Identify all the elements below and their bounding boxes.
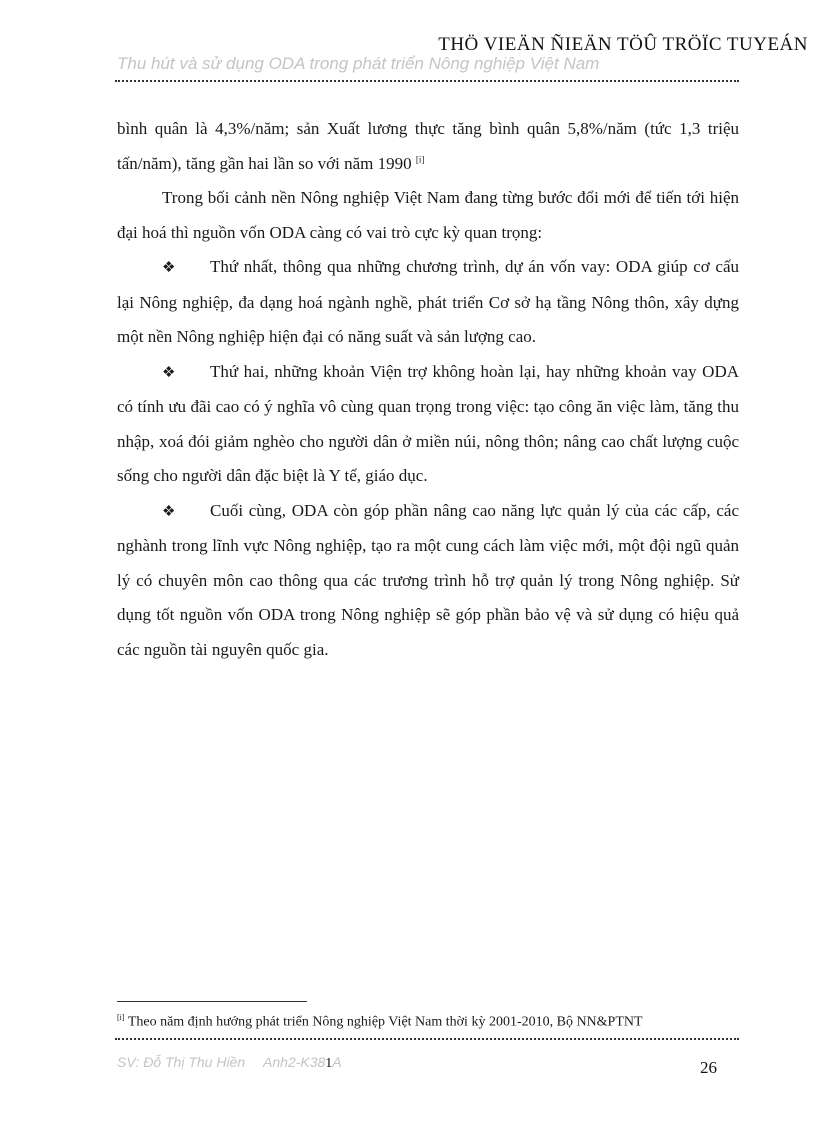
bullet-item	[117, 250, 739, 355]
paragraph-intro: Trong bối cảnh nền Nông nghiệp Việt Nam đang từng bước đổi mới để tiến tới hiện đại hoá thì nguồn vốn ODA càng có vai trò cực kỳ quan trọng:	[117, 188, 739, 242]
paragraph-text: bình quân là 4,3%/năm; sản Xuất lương thực tăng bình quân 5,8%/năm (tức 1,3 triệu tấn/năm), tăng gần hai lần so với năm 1990	[117, 119, 739, 173]
bullet-item	[117, 355, 739, 494]
footer-class	[263, 1054, 342, 1072]
watermark-banner: THÖ VIEÄN ÑIEÄN TÖÛ TRÖÏC TUYEÁN	[438, 34, 808, 55]
footnote-reference[interactable]: [i]	[415, 153, 425, 164]
footer-class-code: Anh2-K38	[263, 1054, 326, 1070]
footnote-text: Theo năm định hướng phát triển Nông nghiệp Việt Nam thời kỳ 2001-2010, Bộ NN&PTNT	[127, 1014, 643, 1030]
footer-class-mark: 1	[325, 1056, 333, 1071]
paragraph-continuation	[117, 112, 739, 181]
footer-class-suffix: A	[332, 1054, 342, 1070]
diamond-bullet-icon: ❖	[162, 364, 176, 381]
footer-divider	[115, 1038, 739, 1040]
header-divider	[115, 80, 739, 82]
footnote-divider	[117, 1001, 307, 1002]
diamond-bullet-icon: ❖	[162, 503, 176, 520]
bullet-text: Thứ nhất, thông qua những chương trình, dự án vốn vay: ODA giúp cơ cấu lại Nông nghiệp, đa dạng hoá ngành nghề, phát triển Cơ sở hạ tầng Nông thôn, xây dựng một nền Nông nghiệp hiện đại có năng suất và sản lượng cao.	[117, 257, 739, 346]
bullet-text: Cuối cùng, ODA còn góp phần nâng cao năng lực quản lý của các cấp, các nghành trong lĩnh vực Nông nghiệp, tạo ra một cung cách làm việc mới, một đội ngũ quản lý có chuyên môn cao thông qua các trương trình hỗ trợ quản lý trong Nông nghiệp. Sử dụng tốt nguồn vốn ODA trong Nông nghiệp sẽ góp phần bảo vệ và sử dụng có hiệu quả các nguồn tài nguyên quốc gia.	[117, 500, 739, 659]
footnote-marker: [i]	[117, 1013, 125, 1022]
footnote	[117, 1013, 739, 1031]
bullet-text: Thứ hai, những khoản Viện trợ không hoàn lại, hay những khoản vay ODA có tính ưu đãi cao có ý nghĩa vô cùng quan trọng trong việc: tạo công ăn việc làm, tăng thu nhập, xoá đói giảm nghèo cho người dân ở miền núi, nông thôn; nâng cao chất lượng cuộc sống cho người dân đặc biệt là Y tế, giáo dục.	[117, 361, 739, 485]
bullet-item	[117, 494, 739, 668]
footer-author: SV: Đỗ Thị Thu Hiền	[117, 1054, 246, 1070]
page-number: 26	[700, 1058, 717, 1077]
diamond-bullet-icon: ❖	[162, 260, 176, 276]
body-text	[117, 112, 739, 667]
running-header-title: Thu hút và sử dụng ODA trong phát triển Nông nghiệp Việt Nam	[117, 54, 600, 73]
